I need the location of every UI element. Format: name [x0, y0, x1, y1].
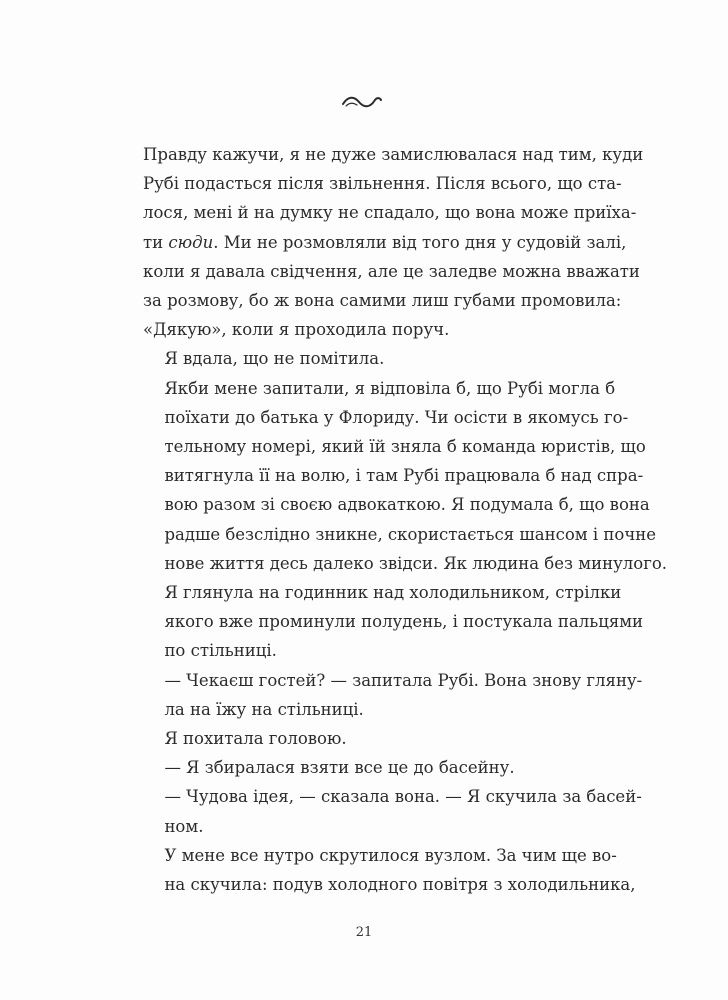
- text-line: лося, мені й на думку не спадало, що вона може приїха-: [143, 203, 637, 223]
- text-line: «Дякую», коли я проходила поруч.: [143, 320, 450, 340]
- text-line: ти сюди. Ми не розмовляли від того дня у судовій залі,: [143, 232, 627, 252]
- text-line: за розмову, бо ж вона самими лиш губами промовила:: [143, 291, 622, 311]
- paragraph: [143, 782, 642, 840]
- text-line: Я вдала, що не помітила.: [164, 349, 385, 369]
- italic-word: сюди: [168, 232, 214, 252]
- paragraph: [143, 140, 644, 344]
- paragraph: [143, 374, 668, 578]
- text-line: нове життя десь далеко звідси. Як людина без минулого.: [164, 553, 668, 573]
- swash-ornament-icon: [340, 92, 384, 112]
- text-line: Я глянула на годинник над холодильником, стрілки: [164, 583, 622, 603]
- text-line: коли я давала свідчення, але це заледве можна вважати: [143, 261, 640, 281]
- text-line: ла на їжу на стільниці.: [164, 699, 364, 719]
- paragraph: [143, 666, 643, 724]
- text-line: вою разом зі своєю адвокаткою. Я подумала б, що вона: [164, 495, 650, 515]
- text-line: витягнула її на волю, і там Рубі працювала б над спра-: [164, 466, 644, 486]
- text-line: Рубі подасться після звільнення. Після всього, що ста-: [143, 174, 622, 194]
- body-text: [143, 140, 668, 899]
- text-line: Правду кажучи, я не дуже замислювалася над тим, куди: [143, 145, 644, 164]
- text-line: по стільниці.: [164, 641, 277, 661]
- text-line: ном.: [164, 816, 204, 836]
- text-line: Я похитала головою.: [164, 729, 347, 749]
- page-number: 21: [355, 925, 373, 940]
- text-line: радше безслідно зникне, скористається шансом і почне: [164, 524, 656, 544]
- text-line: тельному номері, який їй зняла б команда юристів, що: [164, 437, 646, 457]
- paragraph: [143, 344, 585, 373]
- text-line: на скучила: подув холодного повітря з холодильника,: [164, 875, 636, 895]
- paragraph: [143, 753, 585, 782]
- paragraph: [143, 841, 636, 899]
- text-line: якого вже проминули полудень, і постукала пальцями: [164, 612, 644, 632]
- text-line: — Я збиралася взяти все це до басейну.: [164, 758, 515, 778]
- text-line: У мене все нутро скрутилося вузлом. За чим ще во-: [164, 845, 617, 865]
- text-line: Якби мене запитали, я відповіла б, що Рубі могла б: [164, 378, 616, 398]
- text-line: поїхати до батька у Флориду. Чи осісти в якомусь го-: [164, 407, 629, 427]
- text-line: — Чекаєш гостей? — запитала Рубі. Вона знову гляну-: [164, 670, 643, 690]
- text-line: — Чудова ідея, — сказала вона. — Я скучила за басей-: [164, 787, 642, 807]
- paragraph: [143, 724, 585, 753]
- paragraph: [143, 578, 644, 666]
